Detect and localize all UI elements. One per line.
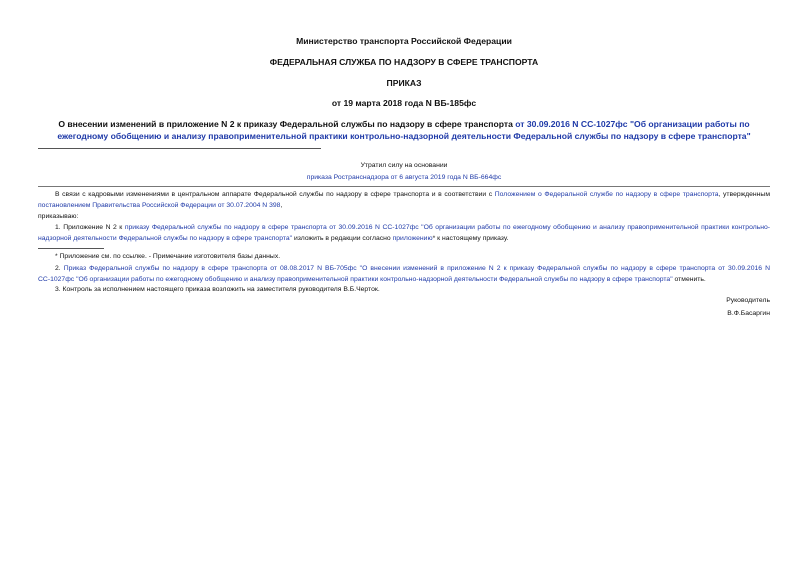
item-text: изложить в редакции согласно: [292, 235, 393, 242]
paragraph-item-2: [38, 263, 770, 285]
footnote: * Приложение см. по ссылке. - Примечание изготовителя базы данных.: [55, 253, 281, 260]
regulation-link[interactable]: Положением о Федеральной службе по надзору в сфере транспорта: [494, 191, 719, 198]
ministry-heading: Министерство транспорта Российской Федерации: [296, 36, 512, 46]
item-text: отменить.: [672, 276, 706, 283]
doc-type-heading: ПРИКАЗ: [386, 78, 422, 88]
preamble-text: В связи с кадровыми изменениями в центральном аппарате Федеральной службы по надзору в сфере транспорта и в соответствии с: [55, 191, 495, 198]
paragraph-item-3: 3. Контроль за исполнением настоящего приказа возложить на заместителя руководителя В.Б.Черток.: [55, 286, 380, 293]
item-text: * к настоящему приказу.: [432, 235, 509, 242]
item-text: 2.: [55, 265, 64, 272]
lost-force-link[interactable]: приказа Ространснадзора от 6 августа 2019 года N ВБ-664фс: [306, 174, 502, 181]
appendix-link[interactable]: приложению: [392, 235, 433, 242]
order-word: приказываю:: [38, 213, 79, 220]
preamble-text: , утвержденным: [718, 191, 770, 198]
title-link[interactable]: от 30.09.2016 N СС-1027фс "Об организации работы по ежегодному обобщению и анализу правоприменительной практики контрольно-надзорной деятельности Федеральной службы по надзору в сфере транспорта": [57, 119, 751, 141]
service-heading: ФЕДЕРАЛЬНАЯ СЛУЖБА ПО НАДЗОРУ В СФЕРЕ ТРАНСПОРТА: [269, 57, 539, 67]
signature-name: В.Ф.Басаргин: [727, 310, 770, 317]
paragraph-preamble: [38, 189, 770, 222]
divider: [38, 186, 770, 187]
cancelled-order-link[interactable]: Приказ Федеральной службы по надзору в сфере транспорта от 08.08.2017 N ВБ-705фс "О внесении изменений в приложение N 2 к приказу Федеральной службы по надзору в сфере транспорта от 30.09.2016 N СС-1027фс "Об организации работы по ежегодному обобщению и анализу правоприменительной практики контрольно-надзорной деятельности Федеральной службы по надзору в сфере транспорта": [38, 265, 770, 283]
title-plain: О внесении изменений в приложение N 2 к приказу Федеральной службы по надзору в сфере транспорта: [58, 119, 516, 129]
date-number-heading: от 19 марта 2018 года N ВБ-185фс: [331, 98, 477, 108]
footnote-divider: [38, 248, 104, 249]
paragraph-item-1: [38, 222, 770, 244]
preamble-text: ,: [280, 202, 283, 209]
signature-position: Руководитель: [726, 297, 770, 304]
document-title: [38, 118, 770, 142]
item-text: 1. Приложение N 2 к: [55, 224, 125, 231]
lost-force-text: Утратил силу на основании: [360, 162, 448, 169]
government-decree-link[interactable]: постановлением Правительства Российской Федерации от 30.07.2004 N 398: [38, 202, 281, 209]
lost-force-note: [38, 161, 770, 183]
order-link[interactable]: приказу Федеральной службы по надзору в сфере транспорта от 30.09.2016 N СС-1027фс "Об организации работы по ежегодному обобщению и анализу правоприменительной практики контрольно-надзорной деятельности Федеральной службы по надзору в сфере транспорта": [38, 224, 771, 242]
divider: [38, 148, 321, 149]
